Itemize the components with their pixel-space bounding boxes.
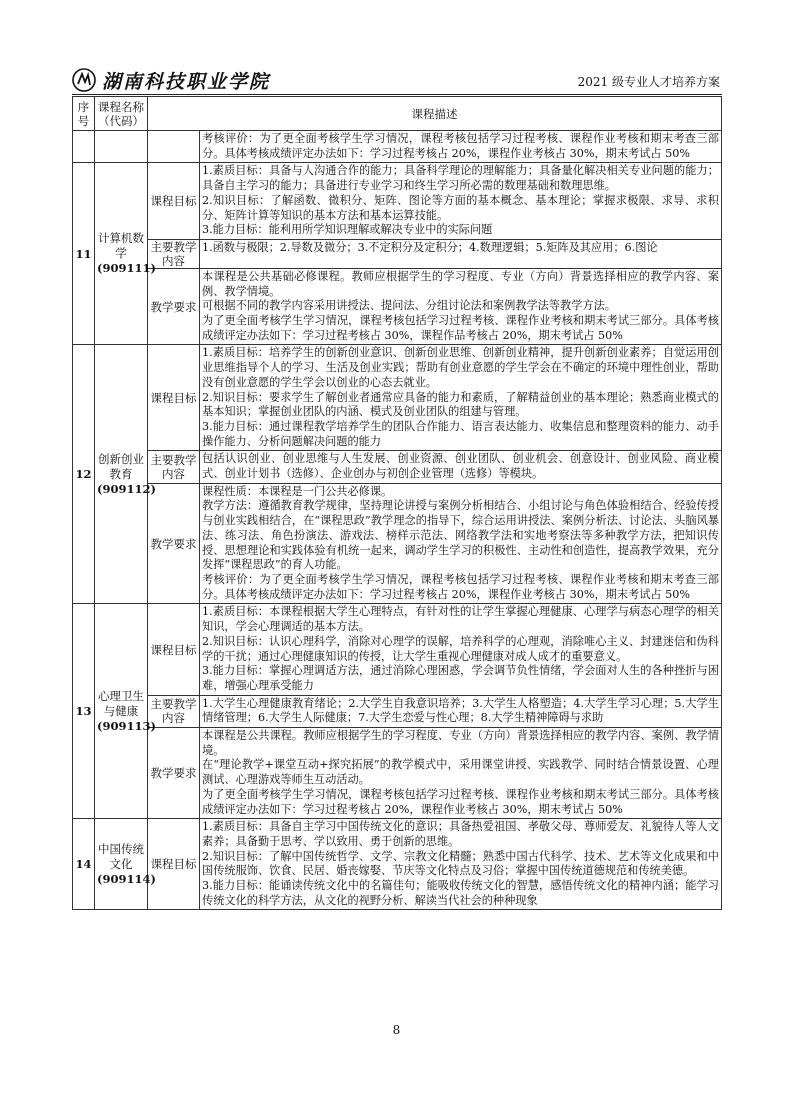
course-number: 11	[73, 163, 95, 345]
school-logo-icon	[72, 68, 96, 92]
content-label: 主要教学内容	[148, 239, 200, 268]
content-label: 主要教学内容	[148, 695, 200, 727]
course-name-cell: 中国传统文化 (909114)	[95, 819, 148, 910]
table-row	[73, 451, 722, 483]
requirement-label: 教学要求	[148, 483, 200, 604]
table-row	[73, 604, 722, 695]
target-text: 1.素质目标：具备与人沟通合作的能力；具备科学理论的理解能力；具备量化解决相关专业问题的能力；具备自主学习的能力；具备进行专业学习和终生学习所必需的数理基础和数理思维。 2.知识目标：了解函数、微积分、矩阵、图论等方面的基本概念、基本理论；掌握求极限、求导、求积分、矩阵计算等知识的基本方法和基本运算技能。 3.能力目标：能利用所学知识理解或解决专业中的实际问题	[200, 163, 722, 240]
page-number: 8	[392, 1023, 401, 1037]
table-row	[73, 345, 722, 451]
requirement-text: 课程性质：本课程是一门公共必修课。 教学方法：遵循教育教学规律，坚持理论讲授与案例分析相结合、小组讨论与角色体验相结合、经验传授与创业实践相结合，在“课程思政”教学理念的指导下，综合运用讲授法、案例分析法、讨论法、头脑风暴法、练习法、角色扮演法、游戏法、榜样示范法、网络教学法和实地考察法等多种教学方法，把知识传授、思想理论和实践体验有机统一起来，调动学生学习的积极性、主动性和创造性，提高教学效果，充分发挥“课程思政”的育人功能。 考核评价：为了更全面考核学生学习情况，课程考核包括学习过程考核、课程作业考核和期末考查三部分。具体考核成绩评定办法如下：学习过程考核占 20%，课程作业考核占 30%，期末考试占 50%	[200, 483, 722, 604]
target-label: 课程目标	[148, 819, 200, 910]
course-table	[72, 96, 722, 910]
header-desc: 课程描述	[148, 97, 722, 131]
table-row	[73, 239, 722, 268]
table-header-row	[73, 97, 722, 131]
content-text: 1.大学生心理健康教育绪论；2.大学生自我意识培养；3.大学生人格塑造；4.大学生学习心理；5.大学生情绪管理；6.大学生人际健康；7.大学生恋爱与性心理；8.大学生精神障碍与求助	[200, 695, 722, 727]
target-label: 课程目标	[148, 163, 200, 240]
table-row	[73, 131, 722, 163]
content-text: 1.函数与极限；2.导数及微分；3.不定积分及定积分；4.数理逻辑；5.矩阵及其应用；6.图论	[200, 239, 722, 268]
table-row	[73, 819, 722, 910]
target-label: 课程目标	[148, 604, 200, 695]
header-seq: 序号	[73, 97, 95, 131]
content-text: 包括认识创业、创业思维与人生发展、创业资源、创业团队、创业机会、创意设计、创业风险、商业模式、创业计划书（选修）、企业创办与初创企业管理（选修）等模块。	[200, 451, 722, 483]
target-label: 课程目标	[148, 345, 200, 451]
header-course: 课程名称（代码）	[95, 97, 148, 131]
school-name: 湖南科技职业学院	[102, 71, 271, 93]
requirement-text: 本课程是公共基础必修课程。教师应根据学生的学习程度、专业（方向）背景选择相应的教学内容、案例、教学情境。 可根据不同的教学内容采用讲授法、提问法、分组讨论法和案例教学法等教学方法。 为了更全面考核学生学习情况，课程考核包括学习过程考核、课程作业考核和期末考试三部分。具体考核成绩评定办法如下：学习过程考核占 30%，课程作品考核占 20%，期末考试占 50%	[200, 268, 722, 345]
table-row	[73, 695, 722, 727]
course-name-cell: 计算机数学 (909111)	[95, 163, 148, 345]
course-name-cell: 创新创业教育 (909112)	[95, 345, 148, 604]
table-row	[73, 728, 722, 819]
table-row	[73, 163, 722, 240]
requirement-text: 本课程是公共课程。教师应根据学生的学习程度、专业（方向）背景选择相应的教学内容、案例、教学情境。 在“理论教学+课堂互动+探究拓展”的教学模式中，采用课堂讲授、实践教学、同时结合情景设置、心理测试、心理游戏等师生互动活动。 为了更全面考核学生学习情况，课程考核包括学习过程考核、课程作业考核和期末考试三部分。具体考核成绩评定办法如下：学习过程考核占 20%，课程作业考核占 30%，期末考试占 50%	[200, 728, 722, 819]
requirement-label: 教学要求	[148, 268, 200, 345]
requirement-label: 教学要求	[148, 728, 200, 819]
course-number: 14	[73, 819, 95, 910]
table-row	[73, 483, 722, 604]
target-text: 1.素质目标：培养学生的创新创业意识、创新创业思维、创新创业精神，提升创新创业素养；自觉运用创业思维指导个人的学习、生活及创业实践；帮助有创业意愿的学生学会在不确定的环境中理性创业，帮助没有创业意愿的学生学会以创业的心态去就业。 2.知识目标：要求学生了解创业者通常应具备的能力和素质，了解精益创业的基本理论；熟悉商业模式的基本知识；掌握创业团队的内涵、模式及创业团队的组建与管理。 3.能力目标：通过课程教学培养学生的团队合作能力、语言表达能力、收集信息和整理资料的能力、动手操作能力、分析问题解决问题的能力	[200, 345, 722, 451]
target-text: 1.素质目标：本课程根据大学生心理特点，有针对性的让学生掌握心理健康、心理学与病态心理学的相关知识，学会心理调适的基本方法。 2.知识目标：认识心理科学，消除对心理学的误解，培养科学的心理观，消除唯心主义、封建迷信和伪科学的干扰；通过心理健康知识的传授，让大学生重视心理健康对成人成才的重要意义。 3.能力目标：掌握心理调适方法，通过消除心理困惑，学会调节负性情绪，学会面对人生的各种挫折与困难，增强心理承受能力	[200, 604, 722, 695]
document-title: 2021 级专业人才培养方案	[577, 75, 720, 89]
content-label: 主要教学内容	[148, 451, 200, 483]
course-number: 13	[73, 604, 95, 819]
continued-text: 考核评价：为了更全面考核学生学习情况，课程考核包括学习过程考核、课程作业考核和期末考查三部分。具体考核成绩评定办法如下：学习过程考核占 20%，课程作业考核占 30%，期末考试占 50%	[200, 131, 722, 163]
course-number: 12	[73, 345, 95, 604]
page-header	[72, 66, 722, 95]
table-row	[73, 268, 722, 345]
course-name-cell: 心理卫生与健康 (909113)	[95, 604, 148, 819]
target-text: 1.素质目标：具备自主学习中国传统文化的意识；具备热爱祖国、孝敬父母、尊师爱友、礼貌待人等人文素养；具备勤于思考、学以致用、勇于创新的思维。 2.知识目标：了解中国传统哲学、文学、宗教文化精髓；熟悉中国古代科学、技术、艺术等文化成果和中国传统服饰、饮食、民居、婚丧嫁娶、节庆等文化特点及习俗；掌握中国传统道德规范和传统美德。 3.能力目标：能诵读传统文化中的名篇佳句；能吸收传统文化的智慧，感悟传统文化的精神内涵；能学习传统文化的科学方法，从文化的视野分析、解读当代社会的种种现象	[200, 819, 722, 910]
